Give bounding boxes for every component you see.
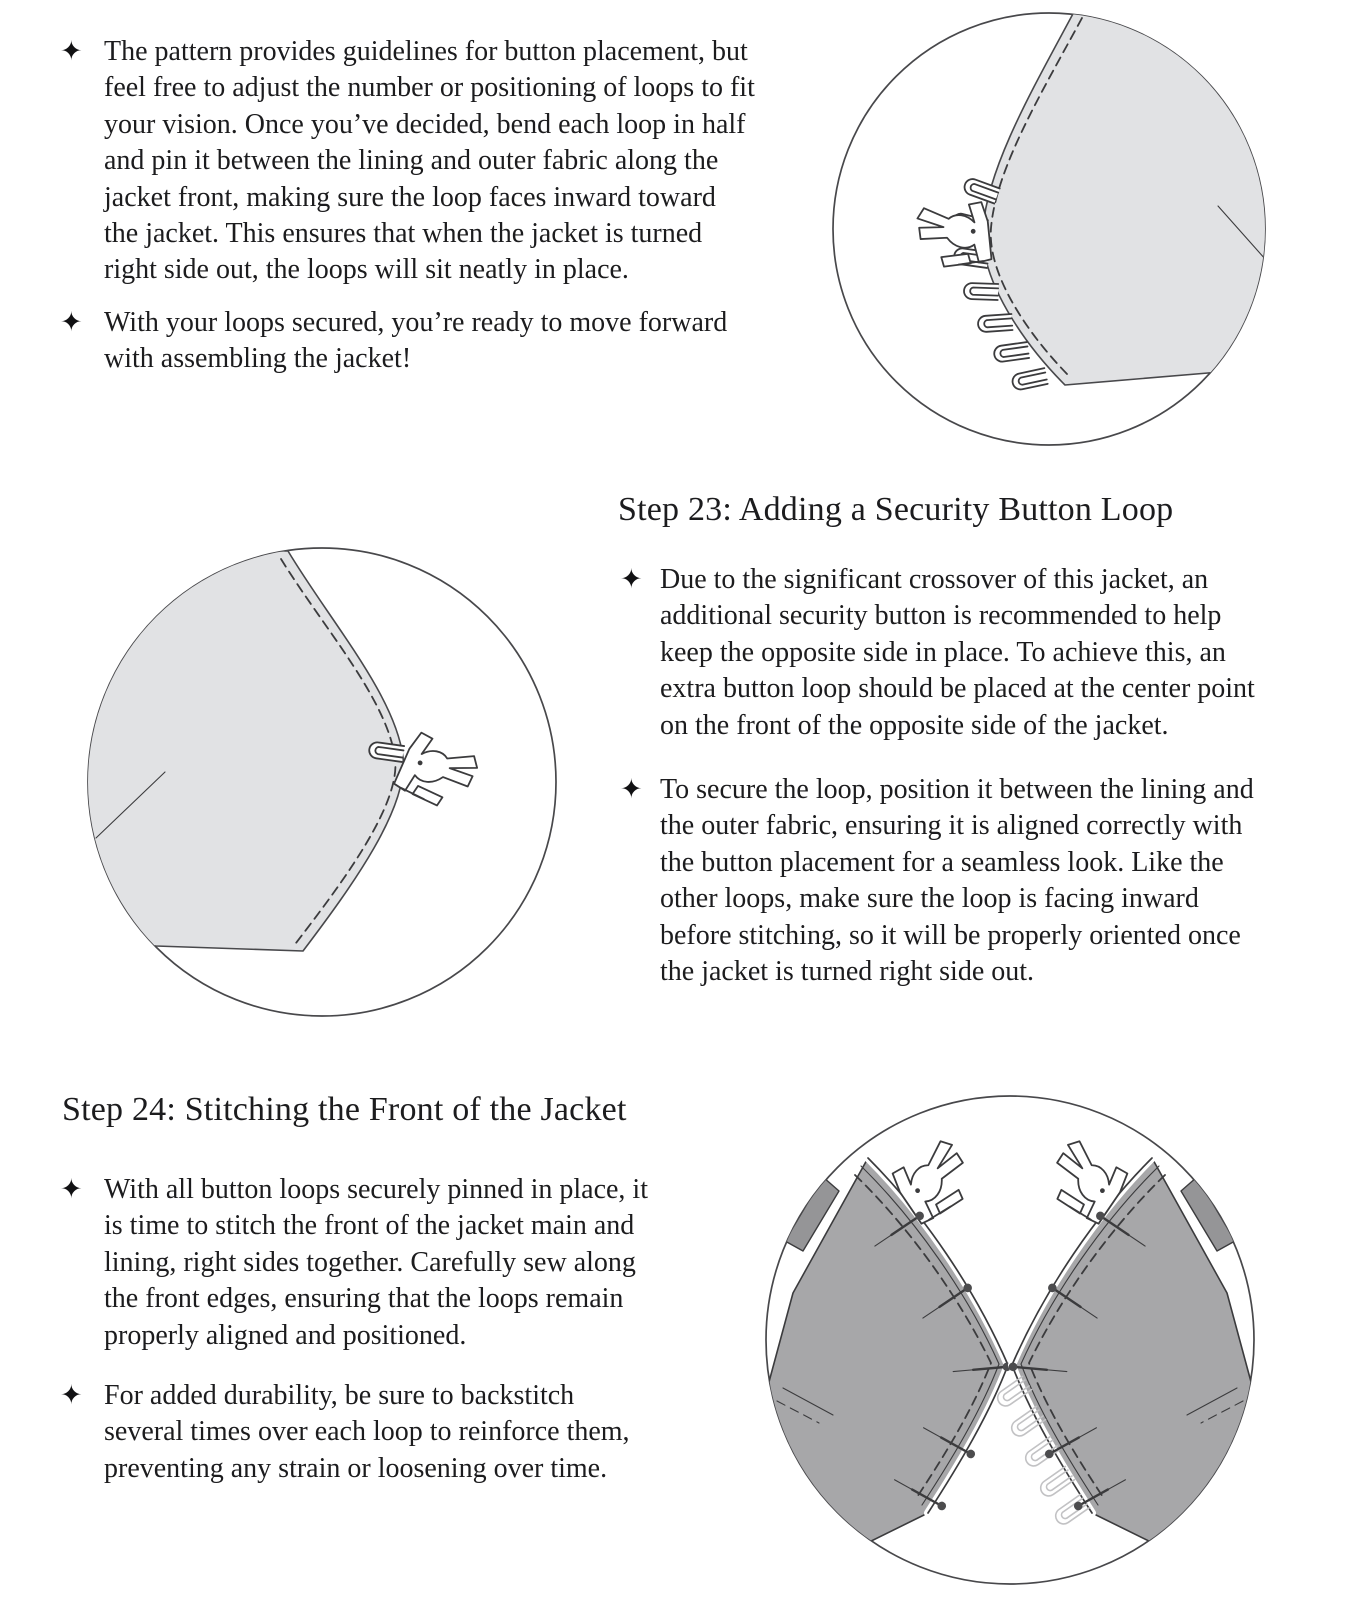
step-23-bullet-list	[620, 562, 1270, 990]
illustration-jacket-front-loops-pinned	[820, 0, 1278, 458]
sparkle-bullet-icon: ✦	[60, 1174, 83, 1205]
illustration-stitching-jacket-fronts	[763, 1093, 1257, 1587]
sparkle-bullet-icon: ✦	[620, 564, 643, 595]
intro-bullet-list	[60, 34, 756, 378]
step-23-heading: Step 23: Adding a Security Button Loop	[618, 491, 1174, 528]
sparkle-bullet-icon: ✦	[60, 1380, 83, 1412]
list-item	[60, 34, 756, 289]
button-loop-icon	[964, 283, 999, 300]
bullet-text: With all button loops securely pinned in place, it is time to stitch the front of the jacket main and lining, right sides together. Carefully sew along the front edges, ensuring that the loops remain properly aligned and positioned.	[104, 1174, 648, 1351]
bullet-text: To secure the loop, position it between the lining and the outer fabric, ensuring it is aligned correctly with the button placement for a seamless look. Like the other loops, make sure the loop is facing inward before stitching, so it will be properly oriented once the jacket is turned right side out.	[660, 774, 1254, 988]
step-24-bullet-list	[60, 1172, 656, 1487]
list-item	[60, 1172, 656, 1354]
bullet-text: Due to the significant crossover of this jacket, an additional security button is recommended to help keep the opposite side in place. To achieve this, an extra button loop should be placed at the center point on the front of the opposite side of the jacket.	[660, 564, 1255, 741]
bullet-text: For added durability, be sure to backstitch several times over each loop to reinforce them, preventing any strain or loosening over time.	[104, 1380, 630, 1484]
sparkle-bullet-icon: ✦	[60, 36, 83, 67]
sparkle-bullet-icon: ✦	[620, 774, 643, 806]
list-item	[620, 772, 1270, 990]
list-item	[620, 562, 1270, 744]
bullet-text: With your loops secured, you’re ready to move forward with assembling the jacket!	[104, 306, 728, 375]
step-24-heading: Step 24: Stitching the Front of the Jacket	[62, 1091, 627, 1128]
list-item	[60, 305, 756, 378]
bullet-text: The pattern provides guidelines for button placement, but feel free to adjust the number or positioning of loops to fit your vision. Once you’ve decided, bend each loop in half and pin it between the lining and outer fabric along the jacket front, making sure the loop faces inward toward the jacket. This ensures that when the jacket is turned right side out, the loops will sit neatly in place.	[104, 36, 755, 286]
list-item	[60, 1378, 656, 1487]
button-loop-icon	[978, 314, 1013, 332]
illustration-security-loop-placement	[85, 545, 559, 1019]
sparkle-bullet-icon: ✦	[60, 306, 83, 338]
